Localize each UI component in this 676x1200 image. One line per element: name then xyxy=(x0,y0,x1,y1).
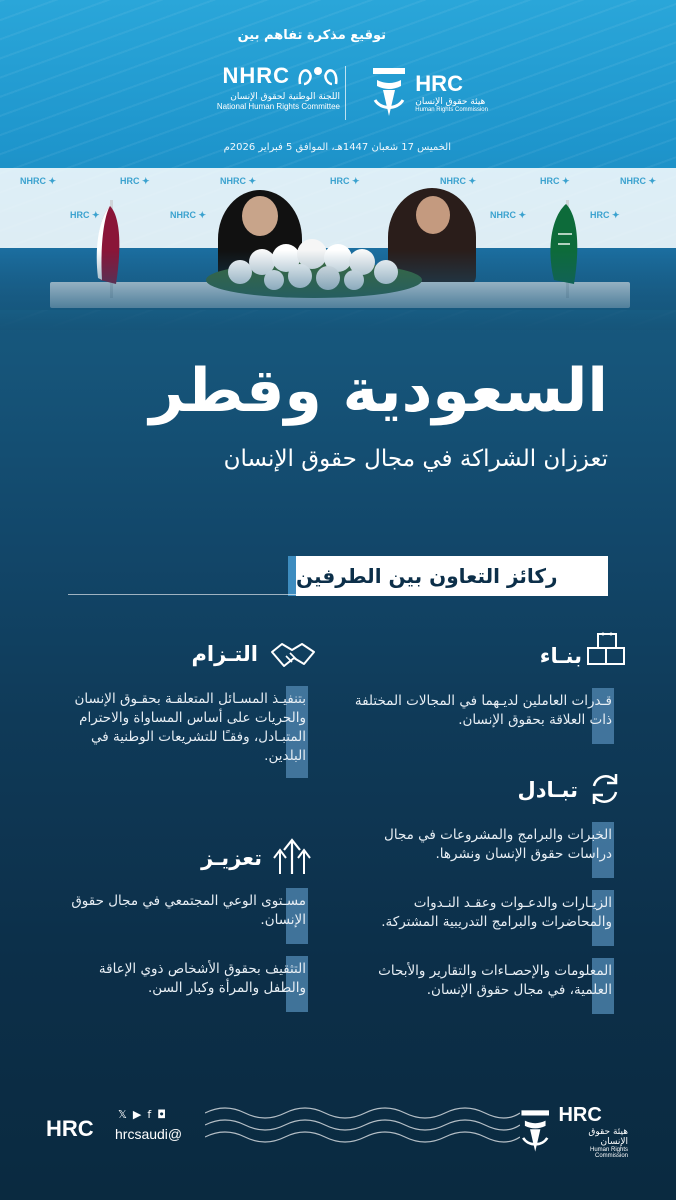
pillars-divider xyxy=(68,594,608,595)
pillar-commitment-title: التـزام xyxy=(191,642,258,666)
nhrc-logo xyxy=(190,62,340,120)
x-icon[interactable]: 𝕏 xyxy=(118,1108,127,1121)
desk xyxy=(50,282,630,308)
pillar-enhance-title: تعزيـز xyxy=(201,846,262,870)
footer-brand: HRC xyxy=(46,1116,94,1141)
logo-backdrop: ✦ NHRC ✦ HRC ✦ NHRC ✦ HRC ✦ NHRC ✦ HRC ✦ NHRC ✦ HRC ✦ NHRC ✦ NHRC ✦ HRC xyxy=(0,168,676,248)
youtube-icon[interactable]: ▶ xyxy=(132,1108,142,1121)
upward-arrows-icon xyxy=(272,836,312,876)
nhrc-mark-icon xyxy=(296,62,340,90)
footer-wave-pattern xyxy=(205,1103,520,1147)
hrc-emblem-icon xyxy=(369,66,409,118)
hero-photo xyxy=(0,0,676,330)
logo-divider xyxy=(345,66,346,120)
main-title: السعودية وقطر xyxy=(149,356,608,426)
hrc-logo-top xyxy=(358,62,488,122)
nhrc-en: National Human Rights Committee xyxy=(216,102,340,111)
signatory-left-face xyxy=(242,196,278,236)
pillar-build-item: قـدرات العاملين لديـهما في المجالات المختلفة ذات العلاقة بحقوق الإنسان. xyxy=(354,693,612,728)
footer-logo-ar: هيئة حقوق الإنسان xyxy=(588,1126,628,1147)
pillar-build-title: بنـاء xyxy=(539,644,582,668)
pillar-exchange-item-2: الزيـارات والدعـوات وعقـد النـدوات والمحاضرات والبرامج التدريبية المشتركة. xyxy=(381,895,612,930)
hrc-name: HRC xyxy=(415,71,463,96)
exchange-arrows-icon xyxy=(586,770,624,808)
nhrc-ar: اللجنة الوطنية لحقوق الإنسان xyxy=(230,92,340,102)
footer-logo-name: HRC xyxy=(558,1103,602,1126)
flower-arrangement xyxy=(200,232,428,302)
qatar-flag-icon xyxy=(94,206,124,284)
instagram-icon[interactable]: ◘ xyxy=(157,1108,166,1121)
pillar-exchange-item-1: الخبرات والبرامج والمشروعات في مجال دراسات حقوق الإنسان ونشرها. xyxy=(384,827,612,862)
footer-hrc-logo xyxy=(518,1104,628,1158)
hrc-ar: هيئة حقوق الإنسان xyxy=(415,97,486,107)
pillars-heading: ركائز التعاون بين الطرفين xyxy=(288,556,608,596)
event-label: توقيع مذكرة تفاهم بين xyxy=(237,28,386,43)
blocks-icon xyxy=(586,632,626,668)
subtitle: تعززان الشراكة في مجال حقوق الإنسان xyxy=(223,446,608,472)
social-icons xyxy=(118,1108,166,1121)
facebook-icon[interactable]: f xyxy=(147,1108,152,1121)
pillar-exchange-item-3: المعلومات والإحصـاءات والتقارير والأبحاث العلمية، في مجال حقوق الإنسان. xyxy=(378,963,612,998)
pillar-commitment-item: بتنفيـذ المسـائل المتعلقـة بحقـوق الإنسان والحريات على أساس المساواة والاحترام المتبـادل، وفقـًا للتشريعات الوطنية في البلدين. xyxy=(74,691,306,764)
saudi-flag-icon xyxy=(546,204,582,284)
date-line: الخميس 17 شعبان 1447هـ، الموافق 5 فبراير 2026م xyxy=(223,142,451,153)
footer-hrc-emblem-icon xyxy=(518,1107,552,1155)
pillar-exchange-title: تبـادل xyxy=(517,778,578,802)
handshake-icon xyxy=(270,640,316,670)
nhrc-name: NHRC xyxy=(222,63,290,88)
footer-logo-en: Human Rights Commission xyxy=(589,1146,628,1159)
social-handle[interactable]: @hrcsaudi xyxy=(115,1126,183,1142)
pillar-enhance-item-2: التثقيف بحقوق الأشخاص ذوي الإعاقة والطفل والمرأة وكبار السن. xyxy=(98,961,306,996)
hrc-en: Human Rights Commission xyxy=(415,107,488,113)
signing-table-area xyxy=(0,248,676,310)
pillar-enhance-item-1: مسـتوى الوعي المجتمعي في مجال حقوق الإنسان. xyxy=(71,893,306,928)
signatory-right-face xyxy=(416,196,450,234)
